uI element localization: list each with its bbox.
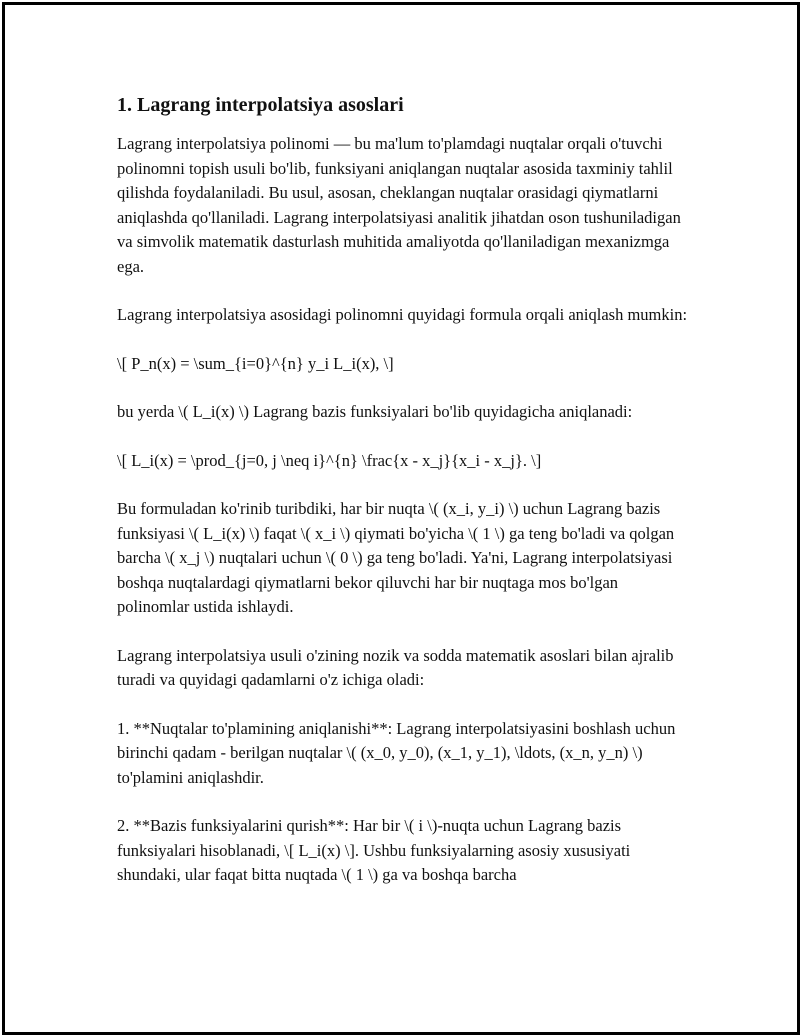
document-body <box>117 92 692 912</box>
paragraph-explanation: Bu formuladan ko'rinib turibdiki, har bir nuqta \( (x_i, y_i) \) uchun Lagrang bazis funksiyasi \( L_i(x) \) faqat \( x_i \) qiymati bo'yicha \( 1 \) ga teng bo'ladi va qolgan barcha \( x_j \) nuqtalari uchun \( 0 \) ga teng bo'ladi. Ya'ni, Lagrang interpolatsiyasi boshqa nuqtalardagi qiymatlarni bekor qiluvchi har bir nuqtaga mos bo'lgan polinomlar ustida ishlaydi. <box>117 499 675 616</box>
section-title: 1. Lagrang interpolatsiya asoslari <box>117 94 404 116</box>
formula-basis: \[ L_i(x) = \prod_{j=0, j \neq i}^{n} \frac{x - x_j}{x_i - x_j}. \] <box>117 450 542 470</box>
paragraph-basis-intro: bu yerda \( L_i(x) \) Lagrang bazis funksiyalari bo'lib quyidagicha aniqlanadi: <box>117 402 633 421</box>
paragraph-steps-intro: Lagrang interpolatsiya usuli o'zining nozik va sodda matematik asoslari bilan ajralib turadi va quyidagi qadamlarni o'z ichiga oladi: <box>117 645 674 689</box>
paragraph-intro: Lagrang interpolatsiya polinomi — bu ma'lum to'plamdagi nuqtalar orqali o'tuvchi polinomni topish usuli bo'lib, funksiyani aniqlangan nuqtalar asosida taxminiy tahlil qilishda foydalaniladi. Bu usul, asosan, cheklangan nuqtalar orasidagi qiymatlarni aniqlashda qo'llaniladi. Lagrang interpolatsiyasi analitik jihatdan oson tushuniladigan va simvolik matematik dasturlash muhitida amaliyotda qo'llaniladigan mexanizmga ega. <box>117 134 681 276</box>
formula-polynomial: \[ P_n(x) = \sum_{i=0}^{n} y_i L_i(x), \] <box>117 353 394 373</box>
list-item-step-1: 1. **Nuqtalar to'plamining aniqlanishi**: Lagrang interpolatsiyasini boshlash uchun birinchi qadam - berilgan nuqtalar \( (x_0, y_0), (x_1, y_1), \ldots, (x_n, y_n) \) to'plamini aniqlashdir. <box>117 718 676 787</box>
list-item-step-2: 2. **Bazis funksiyalarini qurish**: Har bir \( i \)-nuqta uchun Lagrang bazis funksiyalari hisoblanadi, \[ L_i(x) \]. Ushbu funksiyalarning asosiy xususiyati shundaki, ular faqat bitta nuqtada \( 1 \) ga va boshqa barcha <box>117 816 631 884</box>
paragraph-formula-intro: Lagrang interpolatsiya asosidagi polinomni quyidagi formula orqali aniqlash mumkin: <box>117 305 688 324</box>
